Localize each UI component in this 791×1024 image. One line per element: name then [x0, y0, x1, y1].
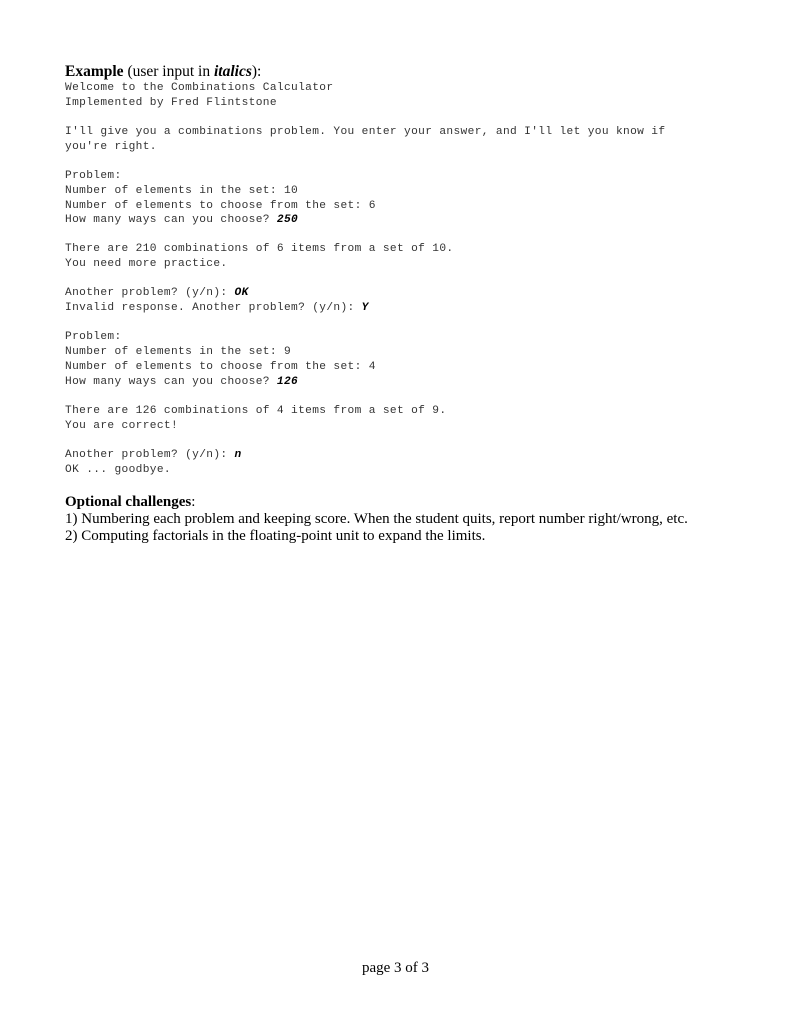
page-number: page 3 of 3 [361, 960, 430, 976]
console-line-result: There are 126 combinations of 4 items from a set of 9. [65, 405, 447, 417]
console-line-ways [65, 213, 298, 227]
console-line-invalid [65, 301, 369, 315]
console-line-choose-size: Number of elements to choose from the set: 6 [65, 200, 376, 212]
optional-challenges-section [65, 494, 688, 545]
console-line-choose-size: Number of elements to choose from the set: 4 [65, 361, 376, 373]
console-line-result: There are 210 combinations of 6 items from a set of 10. [65, 243, 454, 255]
console-line-ways [65, 375, 298, 389]
user-response: OK [234, 287, 249, 299]
console-line-welcome: Welcome to the Combinations Calculator [65, 82, 334, 94]
another-prompt: Another problem? (y/n): [65, 449, 235, 461]
console-line-problem-header: Problem: [65, 331, 122, 343]
italics-word: italics [213, 63, 252, 80]
example-heading [65, 63, 261, 81]
example-label: Example [65, 63, 124, 80]
challenges-title-colon: : [191, 494, 196, 510]
console-line-goodbye: OK ... goodbye. [65, 464, 171, 476]
user-answer: 250 [276, 214, 299, 226]
user-response: n [234, 449, 242, 461]
console-line-feedback: You need more practice. [65, 258, 228, 270]
console-line-implemented: Implemented by Fred Flintstone [65, 97, 277, 109]
ways-prompt: How many ways can you choose? [65, 214, 277, 226]
invalid-prompt: Invalid response. Another problem? (y/n): [65, 302, 362, 314]
console-line-feedback: You are correct! [65, 420, 179, 432]
user-response: Y [361, 302, 369, 314]
console-line-problem-header: Problem: [65, 170, 122, 182]
challenge-item: 1) Numbering each problem and keeping score. When the student quits, report number right/wrong, etc. [65, 511, 688, 527]
console-line-another [65, 286, 249, 300]
console-line-intro-cont: you're right. [65, 141, 157, 153]
another-prompt: Another problem? (y/n): [65, 287, 235, 299]
user-answer: 126 [276, 376, 299, 388]
challenge-item: 2) Computing factorials in the floating-point unit to expand the limits. [65, 528, 486, 544]
challenges-title: Optional challenges [65, 494, 192, 510]
example-note: (user input in [123, 63, 214, 80]
console-line-set-size: Number of elements in the set: 10 [65, 185, 299, 197]
ways-prompt: How many ways can you choose? [65, 376, 277, 388]
challenges-heading [65, 494, 688, 511]
console-line-intro: I'll give you a combinations problem. You enter your answer, and I'll let you know if [65, 126, 666, 138]
console-line-set-size: Number of elements in the set: 9 [65, 346, 292, 358]
console-line-another [65, 448, 242, 462]
example-note-end: ): [251, 63, 262, 80]
